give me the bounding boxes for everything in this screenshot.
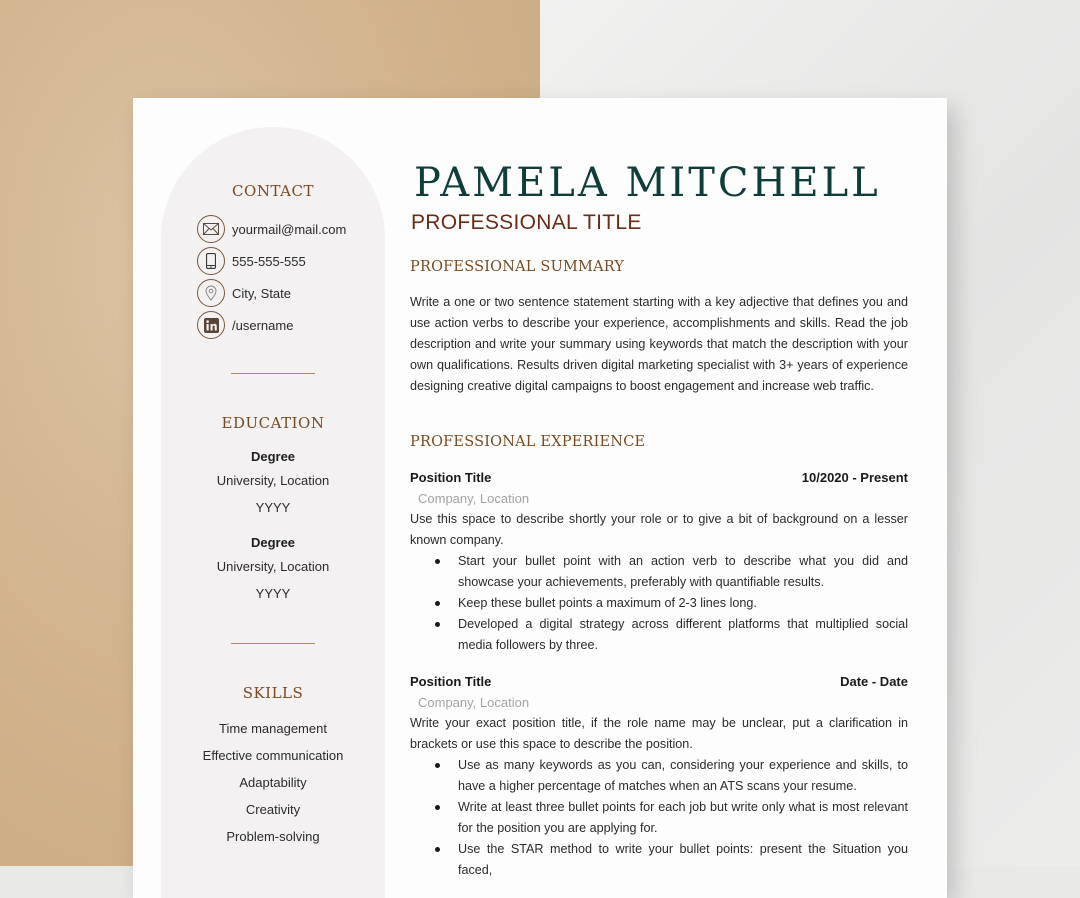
job-bullets: [410, 755, 908, 881]
contact-linkedin-text: /username: [232, 317, 294, 333]
skills-list: [161, 715, 385, 850]
skill-item: Creativity: [245, 802, 301, 817]
education-school: University, Location: [216, 559, 330, 574]
list-item: Start your bullet point with an action verb to describe what you did and showcase your achievements, preferably with quantifiable results.: [458, 551, 908, 593]
job-company: Company, Location: [418, 695, 530, 710]
contact-phone-text: 555-555-555: [232, 253, 306, 269]
job-title: Position Title: [410, 674, 492, 689]
education-year: YYYY: [255, 586, 291, 601]
professional-title: PROFESSIONAL TITLE: [411, 211, 642, 234]
education-degree: Degree: [250, 535, 296, 550]
phone-icon: [197, 247, 225, 275]
job-date: Date - Date: [840, 674, 908, 689]
divider: [231, 373, 315, 374]
education-degree: Degree: [250, 449, 296, 464]
list-item: Use the STAR method to write your bullet points: present the Situation you faced,: [458, 839, 908, 881]
skill-item: Adaptability: [239, 775, 307, 790]
job-description: Use this space to describe shortly your role or to give a bit of background on a lesser known company.: [410, 512, 908, 547]
contact-linkedin[interactable]: [197, 309, 346, 341]
list-item: Keep these bullet points a maximum of 2-3 lines long.: [458, 593, 908, 614]
education-entry: [161, 531, 385, 609]
job-title: Position Title: [410, 470, 492, 485]
list-item: Use as many keywords as you can, considering your experience and skills, to have a higher percentage of matches when an ATS scans your resume.: [458, 755, 908, 797]
summary-heading: PROFESSIONAL SUMMARY: [410, 259, 625, 275]
education-entry: [161, 445, 385, 523]
contact-list: [197, 213, 346, 341]
contact-heading: CONTACT: [232, 182, 314, 200]
sidebar: [161, 127, 385, 898]
contact-email[interactable]: [197, 213, 346, 245]
skill-item: Effective communication: [202, 748, 344, 763]
contact-location-text: City, State: [232, 285, 292, 301]
job-entry: [410, 671, 908, 881]
person-name: PAMELA MITCHELL: [414, 160, 881, 206]
job-entry: [410, 467, 908, 656]
contact-phone[interactable]: [197, 245, 346, 277]
experience-heading: PROFESSIONAL EXPERIENCE: [410, 434, 646, 450]
location-pin-icon: [197, 279, 225, 307]
education-year: YYYY: [255, 500, 291, 515]
education-school: University, Location: [216, 473, 330, 488]
skills-heading: SKILLS: [242, 684, 304, 702]
job-description: Write your exact position title, if the role name may be unclear, put a clarification in brackets or use this space to describe the position.: [410, 716, 908, 751]
skill-item: Problem-solving: [226, 829, 320, 844]
mail-icon: [197, 215, 225, 243]
linkedin-icon: [197, 311, 225, 339]
job-bullets: [410, 551, 908, 656]
resume-page: [133, 98, 947, 898]
summary-text: Write a one or two sentence statement starting with a key adjective that defines you and use action verbs to describe your experience, accomplishments and skills. Read the job description and write your summary using keywords that match the description with your own qualifications. Results driven digital marketing specialist with 3+ years of experience designing creative digital campaigns to boost engagement and increase web traffic.: [410, 295, 908, 393]
list-item: Developed a digital strategy across different platforms that multiplied social media followers by three.: [458, 614, 908, 656]
job-company: Company, Location: [418, 491, 530, 506]
education-heading: EDUCATION: [221, 414, 325, 432]
list-item: Write at least three bullet points for each job but write only what is most relevant for the position you are applying for.: [458, 797, 908, 839]
contact-location: [197, 277, 346, 309]
contact-email-text: yourmail@mail.com: [232, 221, 347, 237]
skill-item: Time management: [219, 721, 327, 736]
job-date: 10/2020 - Present: [801, 470, 908, 485]
divider: [231, 643, 315, 644]
